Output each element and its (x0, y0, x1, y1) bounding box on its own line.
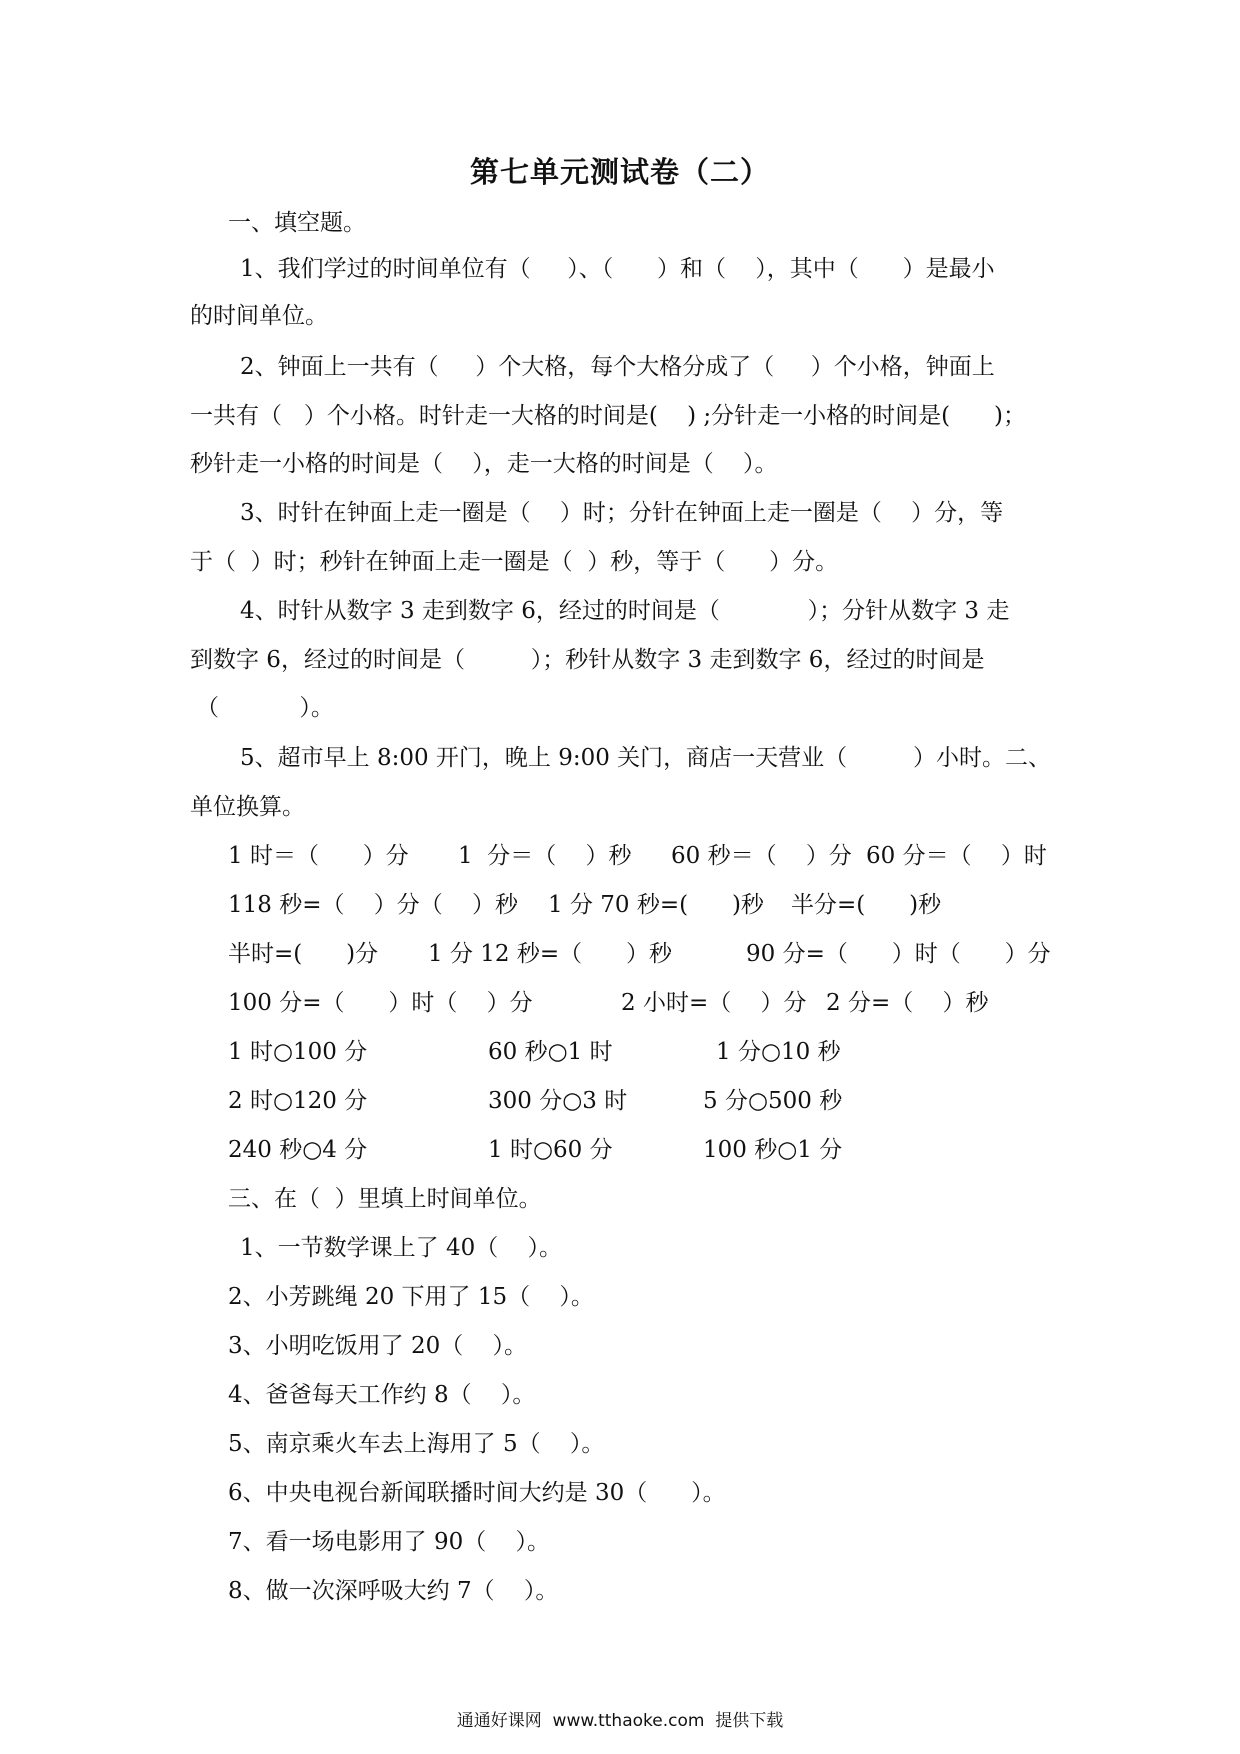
question-3-line-2: 于（ ）时；秒针在钟面上走一圈是（ ）秒，等于（ ）分。 (190, 549, 839, 575)
conversion-item: 60 秒＝（ ）分 (671, 843, 852, 869)
question-5-line-2: 单位换算。 (190, 794, 305, 820)
question-1-line-2: 的时间单位。 (190, 303, 328, 329)
question-4-line-3: （ ）。 (196, 695, 334, 721)
comparison-item: 1 分○10 秒 (716, 1039, 841, 1065)
comparison-item: 5 分○500 秒 (703, 1088, 843, 1114)
question-1-line-1: 1、我们学过的时间单位有（ ）、（ ）和（ ），其中（ ）是最小 (240, 256, 995, 282)
footer-source-text: 通通好课网 www.tthaoke.com 提供下载 (456, 1711, 784, 1731)
question-2-line-3: 秒针走一小格的时间是（ ），走一大格的时间是（ ）。 (190, 451, 778, 477)
time-unit-question: 3、小明吃饭用了 20（ ）。 (228, 1333, 527, 1359)
conversion-item: 100 分=（ ）时（ ）分 (228, 990, 533, 1016)
time-unit-question: 4、爸爸每天工作约 8（ ）。 (228, 1382, 536, 1408)
conversion-item: 1 分 70 秒=( )秒 (548, 892, 764, 918)
question-5-line-1: 5、超市早上 8:00 开门，晚上 9:00 关门，商店一天营业（ ）小时。二、 (240, 745, 1051, 771)
time-unit-question: 2、小芳跳绳 20 下用了 15（ ）。 (228, 1284, 594, 1310)
question-4-line-1: 4、时针从数字 3 走到数字 6，经过的时间是（ ）；分针从数字 3 走 (240, 598, 1010, 624)
question-3-line-1: 3、时针在钟面上走一圈是（ ）时；分针在钟面上走一圈是（ ）分，等 (240, 500, 1004, 526)
conversion-item: 1 分 12 秒=（ ）秒 (428, 941, 672, 967)
time-unit-question: 1、一节数学课上了 40（ ）。 (240, 1235, 562, 1261)
question-2-line-2: 一共有（ ）个小格。时针走一大格的时间是( ) ;分针走一小格的时间是( )； (190, 403, 1026, 429)
time-unit-question: 6、中央电视台新闻联播时间大约是 30（ ）。 (228, 1480, 726, 1506)
comparison-item: 100 秒○1 分 (703, 1137, 843, 1163)
conversion-item: 2 分=（ ）秒 (826, 990, 989, 1016)
comparison-item: 1 时○100 分 (228, 1039, 368, 1065)
comparison-item: 240 秒○4 分 (228, 1137, 368, 1163)
conversion-item: 半时=( )分 (228, 941, 379, 967)
conversion-item: 60 分＝（ ）时 (866, 843, 1047, 869)
comparison-item: 60 秒○1 时 (488, 1039, 613, 1065)
comparison-item: 2 时○120 分 (228, 1088, 368, 1114)
question-2-line-1: 2、钟面上一共有（ ）个大格，每个大格分成了（ ）个小格，钟面上 (240, 354, 995, 380)
conversion-item: 1 分＝（ ）秒 (458, 843, 632, 869)
section-heading-fill-blank: 一、填空题。 (228, 210, 366, 236)
time-unit-question: 8、做一次深呼吸大约 7（ ）。 (228, 1578, 559, 1604)
time-unit-question: 5、南京乘火车去上海用了 5（ ）。 (228, 1431, 605, 1457)
conversion-item: 118 秒=（ ）分（ ）秒 (228, 892, 518, 918)
time-unit-question: 7、看一场电影用了 90（ ）。 (228, 1529, 550, 1555)
conversion-item: 半分=( )秒 (791, 892, 942, 918)
section-heading-time-units: 三、在（ ）里填上时间单位。 (228, 1186, 542, 1212)
comparison-item: 1 时○60 分 (488, 1137, 613, 1163)
page-title: 第七单元测试卷（二） (469, 155, 770, 189)
conversion-item: 90 分=（ ）时（ ）分 (746, 941, 1051, 967)
conversion-item: 2 小时=（ ）分 (621, 990, 807, 1016)
conversion-item: 1 时＝（ ）分 (228, 843, 409, 869)
question-4-line-2: 到数字 6，经过的时间是（ ）；秒针从数字 3 走到数字 6，经过的时间是 (190, 647, 985, 673)
comparison-item: 300 分○3 时 (488, 1088, 628, 1114)
